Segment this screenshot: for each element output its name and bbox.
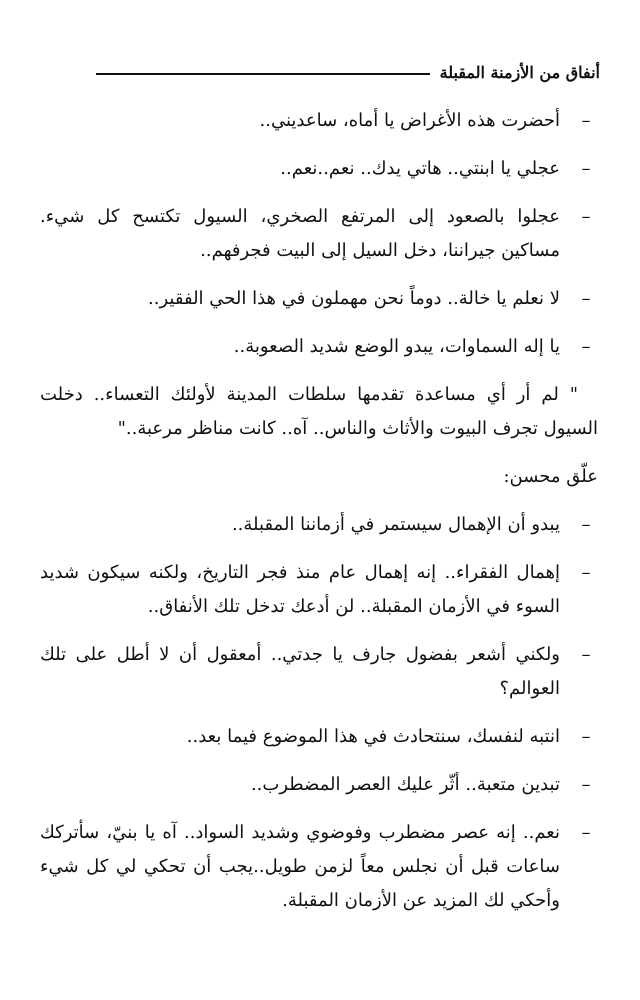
dialogue-text: أحضرت هذه الأغراض يا أماه، ساعديني.. <box>259 110 560 131</box>
dialogue-text: نعم.. إنه عصر مضطرب وفوضوي وشديد السواد.. آه يا بنيّ، سأتركك <box>40 822 560 843</box>
dialogue-line <box>40 720 598 754</box>
running-header-title: أنفاق من الأزمنة المقبلة <box>439 62 600 82</box>
dialogue-line <box>40 152 598 186</box>
paragraph-text: السيول تجرف البيوت والأثاث والناس.. آه.. كانت مناظر مرعبة.." <box>117 418 598 439</box>
dialogue-dash: – <box>581 206 591 227</box>
dialogue-line <box>40 200 598 268</box>
dialogue-dash: – <box>581 562 591 583</box>
dialogue-text: تبدين متعبة.. أثّر عليك العصر المضطرب.. <box>250 774 560 795</box>
dialogue-text: ولكني أشعر بفضول جارف يا جدتي.. أمعقول أن لا أطل على تلك <box>40 644 560 665</box>
dialogue-text: يبدو أن الإهمال سيستمر في أزماننا المقبلة.. <box>231 514 560 535</box>
dialogue-dash: – <box>581 644 591 665</box>
dialogue-text: العوالم؟ <box>499 678 560 699</box>
dialogue-dash: – <box>581 110 591 131</box>
narration-text: علّق محسن: <box>503 466 598 487</box>
dialogue-line <box>40 330 598 364</box>
dialogue-text: وأحكي لك المزيد عن الأزمان المقبلة. <box>282 890 560 911</box>
quoted-paragraph <box>40 378 598 446</box>
dialogue-line <box>40 768 598 802</box>
dialogue-line <box>40 556 598 624</box>
dialogue-text: لا نعلم يا خالة.. دوماً نحن مهملون في هذا الحي الفقير.. <box>148 288 560 309</box>
paragraph-text: " لم أر أي مساعدة تقدمها سلطات المدينة لأولئك التعساء.. دخلت <box>40 384 578 405</box>
narration-line <box>40 460 598 494</box>
dialogue-line <box>40 282 598 316</box>
dialogue-line <box>40 638 598 706</box>
dialogue-dash: – <box>581 726 591 747</box>
dialogue-text: مساكين جيراننا، دخل السيل إلى البيت فجرفهم.. <box>200 240 560 261</box>
dialogue-dash: – <box>581 288 591 309</box>
dialogue-dash: – <box>581 822 591 843</box>
dialogue-text: ساعات قبل أن نجلس معاً لزمن طويل..يجب أن تحكي لي كل شيء <box>40 856 560 877</box>
dialogue-text: السوء في الأزمان المقبلة.. لن أدعك تدخل تلك الأنفاق.. <box>147 596 560 617</box>
dialogue-text: يا إله السماوات، يبدو الوضع شديد الصعوبة.. <box>233 336 560 357</box>
dialogue-dash: – <box>581 774 591 795</box>
dialogue-line <box>40 508 598 542</box>
header-rule <box>96 73 430 75</box>
dialogue-line <box>40 816 598 918</box>
dialogue-text: عجلي يا ابنتي.. هاتي يدك.. نعم..نعم.. <box>280 158 560 179</box>
dialogue-text: عجلوا بالصعود إلى المرتفع الصخري، السيول تكتسح كل شيء. <box>40 206 560 227</box>
page-body <box>40 104 598 932</box>
dialogue-text: انتبه لنفسك، سنتحادث في هذا الموضوع فيما بعد.. <box>186 726 560 747</box>
dialogue-text: إهمال الفقراء.. إنه إهمال عام منذ فجر التاريخ، ولكنه سيكون شديد <box>40 562 560 583</box>
running-header <box>96 58 600 86</box>
dialogue-dash: – <box>581 336 591 357</box>
dialogue-dash: – <box>581 514 591 535</box>
dialogue-line <box>40 104 598 138</box>
dialogue-dash: – <box>581 158 591 179</box>
